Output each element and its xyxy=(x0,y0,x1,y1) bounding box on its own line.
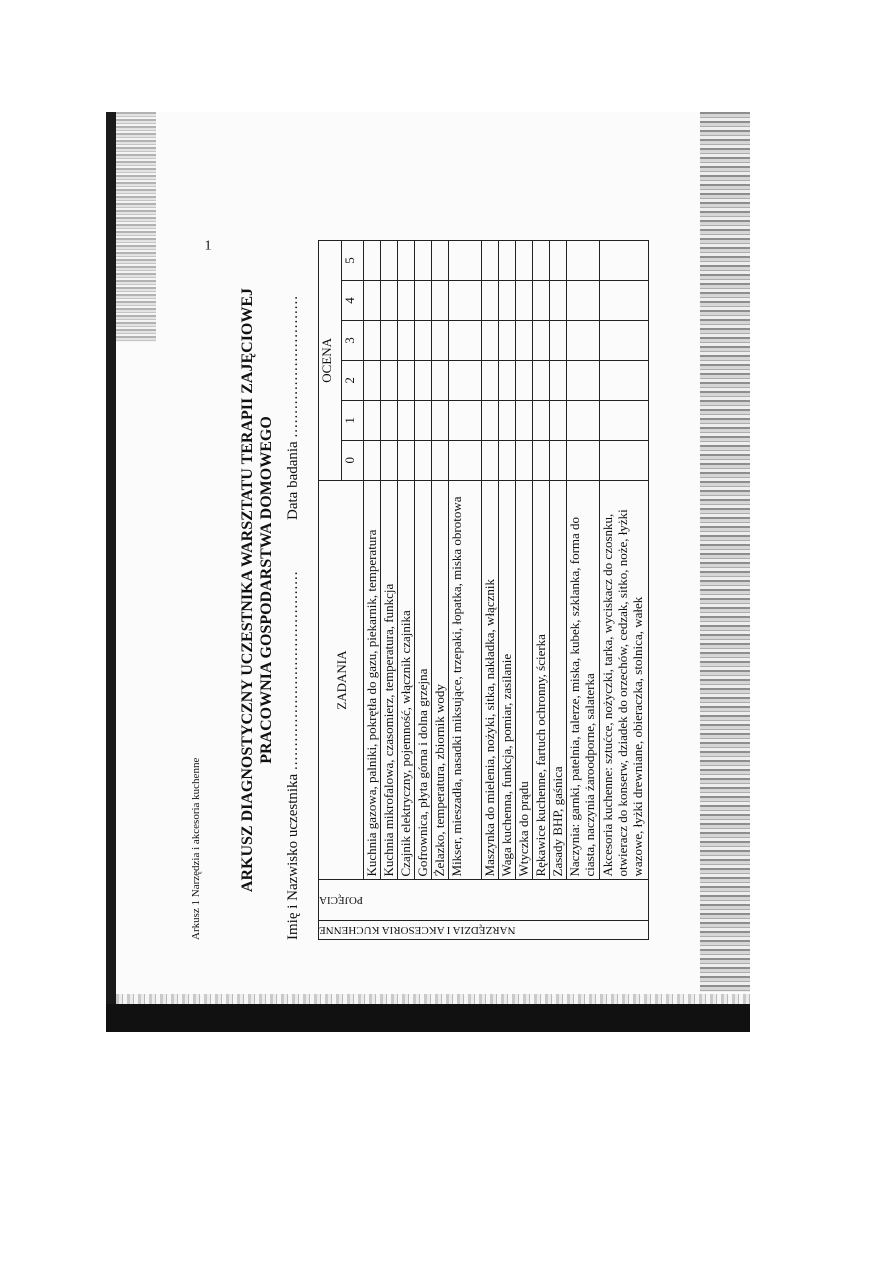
score-cell-3[interactable] xyxy=(398,320,415,360)
name-field-dots: .......................................... xyxy=(285,570,301,771)
score-cell-0[interactable] xyxy=(600,440,649,480)
score-cell-1[interactable] xyxy=(398,400,415,440)
scan-edge-left xyxy=(106,112,116,1032)
score-cell-3[interactable] xyxy=(482,320,499,360)
score-cell-0[interactable] xyxy=(381,440,398,480)
score-cell-3[interactable] xyxy=(600,320,649,360)
score-cell-3[interactable] xyxy=(550,320,567,360)
scan-noise-bottom xyxy=(116,994,750,1004)
date-field xyxy=(285,295,302,520)
score-cell-3[interactable] xyxy=(567,320,600,360)
score-cell-1[interactable] xyxy=(415,400,432,440)
score-cell-0[interactable] xyxy=(516,440,533,480)
score-cell-5[interactable] xyxy=(449,241,482,281)
table-row xyxy=(499,241,516,940)
score-cell-2[interactable] xyxy=(567,360,600,400)
task-cell: Akcesoria kuchenne: sztućce, nożyczki, tarka, wyciskacz do czosnku, otwieracz do konserw, dziadek do orzechów, cedzak, sitko, noże, łyżki wazowe, łyżki drewniane, obieraczka, stolnica, wałek xyxy=(600,480,649,880)
category-sub-cell xyxy=(319,880,649,921)
score-cell-4[interactable] xyxy=(567,281,600,321)
score-level-2: 2 xyxy=(341,360,364,400)
score-cell-3[interactable] xyxy=(381,320,398,360)
title-line-2: PRACOWNIA GOSPODARSTWA DOMOWEGO xyxy=(258,416,275,764)
task-cell: Kuchnia mikrofalowa, czasomierz, temperatura, funkcja xyxy=(381,480,398,880)
score-level-1: 1 xyxy=(341,400,364,440)
task-cell: Czajnik elektryczny, pojemność, włącznik czajnika xyxy=(398,480,415,880)
table-row xyxy=(600,241,649,940)
score-cell-5[interactable] xyxy=(364,241,381,281)
table-row xyxy=(567,241,600,940)
table-row xyxy=(449,241,482,940)
task-cell: Żelazko, temperatura, zbiornik wody xyxy=(432,480,449,880)
scan-noise-left xyxy=(116,112,156,342)
table-row xyxy=(364,241,381,940)
score-cell-2[interactable] xyxy=(533,360,550,400)
score-cell-3[interactable] xyxy=(449,320,482,360)
task-cell: Zasady BHP, gaśnica xyxy=(550,480,567,880)
score-cell-2[interactable] xyxy=(550,360,567,400)
table-row xyxy=(533,241,550,940)
score-cell-0[interactable] xyxy=(499,440,516,480)
score-cell-4[interactable] xyxy=(516,281,533,321)
score-cell-4[interactable] xyxy=(415,281,432,321)
task-cell: Naczynia: garnki, patelnia, talerze, miska, kubek, szklanka, forma do ciasta, naczynia żaroodporne, salaterka xyxy=(567,480,600,880)
score-cell-2[interactable] xyxy=(398,360,415,400)
date-field-label: Data badania xyxy=(285,441,301,520)
table-row xyxy=(516,241,533,940)
score-cell-0[interactable] xyxy=(533,440,550,480)
score-level-4: 4 xyxy=(341,281,364,321)
scan-noise-right xyxy=(700,112,750,992)
score-cell-4[interactable] xyxy=(499,281,516,321)
name-field xyxy=(285,571,302,940)
score-cell-3[interactable] xyxy=(499,320,516,360)
score-cell-0[interactable] xyxy=(432,440,449,480)
score-cell-5[interactable] xyxy=(567,241,600,281)
scan-edge-bottom xyxy=(106,1004,750,1032)
table-row xyxy=(381,241,398,940)
score-cell-4[interactable] xyxy=(398,281,415,321)
title-line-1: ARKUSZ DIAGNOSTYCZNY UCZESTNIKA WARSZTATU TERAPII ZAJĘCIOWEJ xyxy=(239,287,256,893)
score-cell-5[interactable] xyxy=(415,241,432,281)
score-cell-3[interactable] xyxy=(364,320,381,360)
score-cell-5[interactable] xyxy=(482,241,499,281)
sheet-header: Arkusz 1 Narzędzia i akcesoria kuchenne xyxy=(190,757,202,940)
rotated-sheet xyxy=(190,240,690,940)
category-sub: POJĘCIA xyxy=(319,894,364,907)
score-cell-0[interactable] xyxy=(482,440,499,480)
score-cell-1[interactable] xyxy=(600,400,649,440)
score-cell-2[interactable] xyxy=(516,360,533,400)
score-cell-4[interactable] xyxy=(550,281,567,321)
score-cell-1[interactable] xyxy=(432,400,449,440)
score-cell-2[interactable] xyxy=(364,360,381,400)
score-cell-1[interactable] xyxy=(567,400,600,440)
score-cell-0[interactable] xyxy=(449,440,482,480)
score-level-5: 5 xyxy=(341,241,364,281)
score-cell-1[interactable] xyxy=(550,400,567,440)
score-cell-3[interactable] xyxy=(516,320,533,360)
score-level-0: 0 xyxy=(341,440,364,480)
page-number: 1 xyxy=(204,238,212,254)
table-row xyxy=(432,241,449,940)
score-cell-0[interactable] xyxy=(364,440,381,480)
score-cell-0[interactable] xyxy=(398,440,415,480)
task-cell: Waga kuchenna, funkcja, pomiar, zasilanie xyxy=(499,480,516,880)
score-level-3: 3 xyxy=(341,320,364,360)
task-cell: Wtyczka do prądu xyxy=(516,480,533,880)
score-cell-4[interactable] xyxy=(600,281,649,321)
score-cell-1[interactable] xyxy=(482,400,499,440)
table-row xyxy=(415,241,432,940)
score-cell-0[interactable] xyxy=(415,440,432,480)
category-main: NARZĘDZIA I AKCESORIA KUCHENNE xyxy=(319,924,516,936)
assessment-table xyxy=(318,240,649,940)
category-main-cell xyxy=(319,921,649,940)
score-cell-1[interactable] xyxy=(364,400,381,440)
score-cell-4[interactable] xyxy=(364,281,381,321)
name-field-label: Imię i Nazwisko uczestnika xyxy=(285,773,301,940)
score-cell-5[interactable] xyxy=(398,241,415,281)
header-tasks: ZADANIA xyxy=(319,480,364,880)
document-title xyxy=(238,240,276,940)
task-cell: Mikser, mieszadła, nasadki miksujące, trzepaki, łopatka, miska obrotowa xyxy=(449,480,482,880)
table-row xyxy=(398,241,415,940)
score-cell-5[interactable] xyxy=(499,241,516,281)
score-cell-5[interactable] xyxy=(516,241,533,281)
score-cell-5[interactable] xyxy=(381,241,398,281)
task-cell: Gofrownica, płyta górna i dolna grzejna xyxy=(415,480,432,880)
score-cell-5[interactable] xyxy=(600,241,649,281)
score-cell-3[interactable] xyxy=(533,320,550,360)
score-cell-3[interactable] xyxy=(432,320,449,360)
score-cell-4[interactable] xyxy=(432,281,449,321)
task-cell: Kuchnia gazowa, palniki, pokrętła do gazu, piekarnik, temperatura xyxy=(364,480,381,880)
score-cell-2[interactable] xyxy=(600,360,649,400)
score-cell-1[interactable] xyxy=(533,400,550,440)
score-cell-4[interactable] xyxy=(533,281,550,321)
score-cell-2[interactable] xyxy=(482,360,499,400)
score-cell-4[interactable] xyxy=(381,281,398,321)
score-cell-2[interactable] xyxy=(415,360,432,400)
score-cell-5[interactable] xyxy=(533,241,550,281)
score-cell-1[interactable] xyxy=(516,400,533,440)
score-cell-2[interactable] xyxy=(449,360,482,400)
score-cell-5[interactable] xyxy=(432,241,449,281)
score-cell-2[interactable] xyxy=(499,360,516,400)
score-cell-4[interactable] xyxy=(449,281,482,321)
task-cell: Maszynka do mielenia, nożyki, sitka, nakładka, włącznik xyxy=(482,480,499,880)
header-score: OCENA xyxy=(319,241,342,481)
table-row xyxy=(550,241,567,940)
score-cell-2[interactable] xyxy=(381,360,398,400)
task-cell: Rękawice kuchenne, fartuch ochronny, ścierka xyxy=(533,480,550,880)
score-cell-1[interactable] xyxy=(499,400,516,440)
score-cell-0[interactable] xyxy=(550,440,567,480)
score-cell-1[interactable] xyxy=(381,400,398,440)
score-cell-1[interactable] xyxy=(449,400,482,440)
score-cell-5[interactable] xyxy=(550,241,567,281)
table-row xyxy=(482,241,499,940)
score-cell-2[interactable] xyxy=(432,360,449,400)
score-cell-3[interactable] xyxy=(415,320,432,360)
date-field-dots: .............................. xyxy=(285,295,301,438)
score-cell-0[interactable] xyxy=(567,440,600,480)
score-cell-4[interactable] xyxy=(482,281,499,321)
